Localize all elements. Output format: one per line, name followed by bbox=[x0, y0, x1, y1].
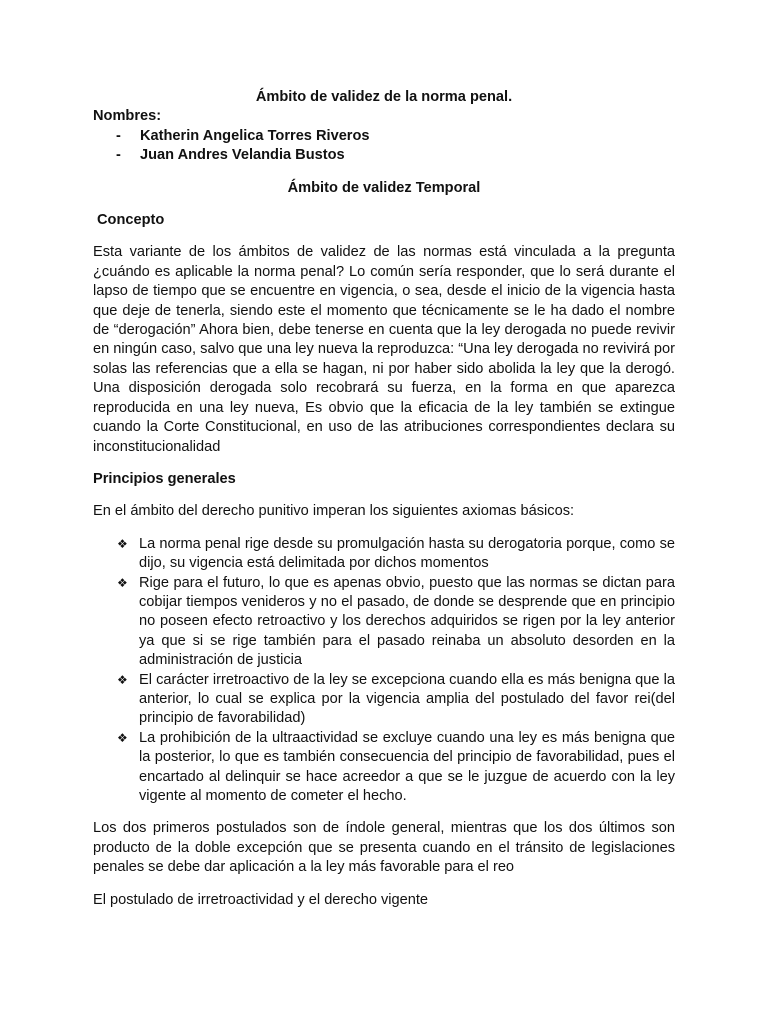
document-title: Ámbito de validez de la norma penal. bbox=[255, 89, 513, 105]
final-line: El postulado de irretroactividad y el derecho vigente bbox=[93, 891, 429, 908]
name-text: Katherin Angelica Torres Riveros bbox=[140, 127, 370, 144]
name-item bbox=[116, 127, 675, 146]
list-item bbox=[117, 535, 675, 574]
principles-heading: Principios generales bbox=[93, 470, 236, 487]
diamond-bullet-icon: ❖ bbox=[117, 730, 128, 745]
list-item bbox=[117, 729, 675, 807]
principles-list bbox=[93, 535, 675, 807]
list-item-text: La prohibición de la ultraactividad se excluye cuando una ley es más benigna que la posterior, lo que es también consecuencia del principio de favorabilidad, pues el encartado al delinquir se hace acreedor a que se le juzgue de acuerdo con la ley vigente al momento de cometer el hecho. bbox=[139, 729, 675, 804]
list-item-text: El carácter irretroactivo de la ley se excepciona cuando ella es más benigna que la anterior, lo cual se explica por la vigencia amplia del postulado del favor rei(del principio de favorabilidad) bbox=[139, 671, 675, 727]
name-text: Juan Andres Velandia Bustos bbox=[140, 147, 345, 164]
concept-heading: Concepto bbox=[97, 212, 165, 229]
principles-intro: En el ámbito del derecho punitivo imperan los siguientes axiomas básicos: bbox=[93, 503, 575, 520]
section-title: Ámbito de validez Temporal bbox=[287, 179, 481, 196]
dash-marker: - bbox=[116, 147, 121, 164]
closing-paragraph: Los dos primeros postulados son de índole general, mientras que los dos últimos son producto de la doble excepción que se presenta cuando en el tránsito de legislaciones penales se debe dar aplicación a la ley más favorable para el reo bbox=[93, 820, 675, 876]
dash-marker: - bbox=[116, 127, 121, 144]
names-label: Nombres: bbox=[93, 108, 162, 125]
names-list bbox=[93, 127, 675, 166]
diamond-bullet-icon: ❖ bbox=[117, 536, 128, 551]
concept-paragraph: Esta variante de los ámbitos de validez de las normas está vinculada a la pregunta ¿cuándo es aplicable la norma penal? Lo común sería responder, que lo será durante el lapso de tiempo que se encuentre en vigencia, o sea, desde el inicio de la vigencia hasta que deje de tenerla, siendo este el momento que técnicamente se le ha dado el nombre de “derogación” Ahora bien, debe tenerse en cuenta que la ley derogada no puede revivir en ningún caso, salvo que una ley nueva la reproduzca: “Una ley derogada no revivirá por solas las referencias que a ella se hagan, ni por haber sido abolida la ley que la derogó. Una disposición derogada solo recobrará su fuerza, en la forma en que aparezca reproducida en una ley nueva, Es obvio que la eficacia de la ley también se extingue cuando la Corte Constitucional, en uso de las atribuciones correspondientes declara su inconstitucionalidad bbox=[93, 244, 675, 455]
list-item bbox=[117, 671, 675, 729]
document-body bbox=[93, 88, 675, 910]
list-item bbox=[117, 574, 675, 671]
diamond-bullet-icon: ❖ bbox=[117, 575, 128, 590]
name-item bbox=[116, 146, 675, 165]
list-item-text: Rige para el futuro, lo que es apenas obvio, puesto que las normas se dictan para cobijar tiempos venideros y no el pasado, de donde se desprende que en principio no poseen efecto retroactivo y los derechos adquiridos se rigen por la ley anterior ya que si se rige también para el pasado reinaba un absoluto desorden en la administración de justicia bbox=[139, 574, 675, 669]
diamond-bullet-icon: ❖ bbox=[117, 672, 128, 687]
list-item-text: La norma penal rige desde su promulgación hasta su derogatoria porque, como se dijo, su vigencia está delimitada por dichos momentos bbox=[139, 535, 675, 572]
